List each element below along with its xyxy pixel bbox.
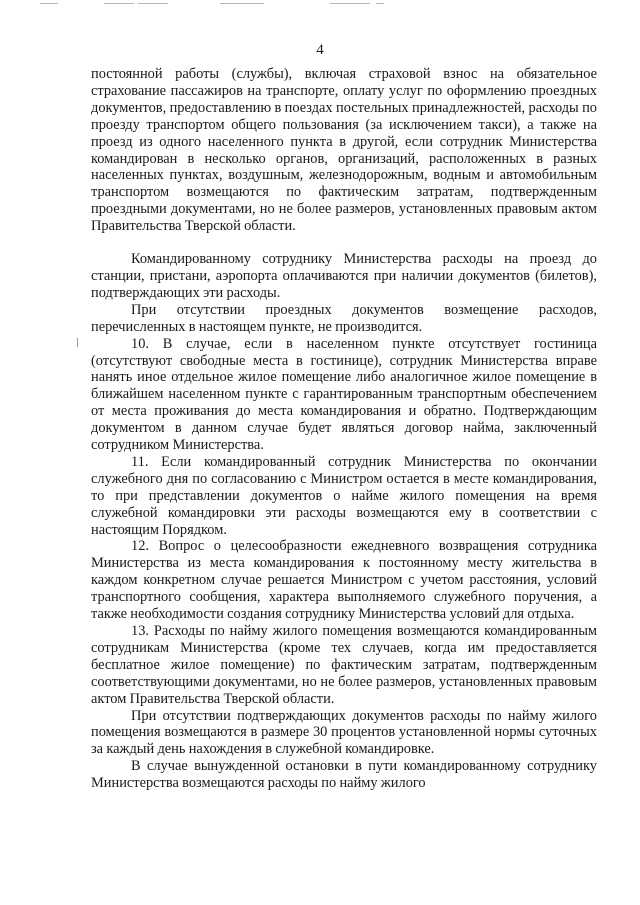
paragraph-no-supporting-documents: При отсутствии подтверждающих документов расходы по найму жилого помещения возмещаются в размере 30 процентов установленной нормы суточных за каждый день нахождения в служебной командировке. [91,707,597,758]
paragraph-continuation: постоянной работы (службы), включая страховой взнос на обязательное страхование пассажиров на транспорте, оплату услуг по оформлению проездных документов, предоставлению в поездах постельных принадлежностей, расходы по проезду транспортом общего пользования (за исключением такси), а также на проезд из одного населенного пункта в другой, если сотрудник Министерства командирован в несколько органов, организаций, расположенных в разных населенных пунктах, воздушным, железнодорожным, водным и автомобильным транспортом возмещаются по фактическим затратам, подтвержденным проездными документами, но не более размеров, установленных правовым актом Правительства Тверской области. [91,66,597,235]
paragraph-forced-stop: В случае вынужденной остановки в пути командированному сотруднику Министерства возмещаются расходы по найму жилого [91,758,597,792]
document-body [91,66,597,792]
paragraph-item-13: 13. Расходы по найму жилого помещения возмещаются командированным сотрудникам Министерства (кроме тех случаев, когда им предоставляется бесплатное жилое помещение) по фактическим затратам, подтвержденным соответствующими документами, но не более размеров, установленных правовым актом Правительства Тверской области. [91,623,597,707]
paragraph-no-travel-documents: При отсутствии проездных документов возмещение расходов, перечисленных в настоящем пункте, не производится. [91,301,597,335]
margin-scan-mark [77,338,78,347]
page-number: 4 [316,42,324,58]
paragraph-item-11: 11. Если командированный сотрудник Министерства по окончании служебного дня по согласованию с Министром остается в месте командирования, то при представлении документов о найме жилого помещения на время служебной командировки эти расходы возмещаются ему в соответствии с настоящим Порядком. [91,453,597,538]
paragraph-travel-to-station: Командированному сотруднику Министерства расходы на проезд до станции, пристани, аэропорта оплачиваются при наличии документов (билетов), подтверждающих эти расходы. [91,251,597,301]
paragraph-item-10: 10. В случае, если в населенном пункте отсутствует гостиница (отсутствуют свободные места в гостинице), сотрудник Министерства вправе нанять иное отдельное жилое помещение либо аналогичное жилое помещение в ближайшем населенном пункте с гарантированным транспортным обеспечением от места проживания до места командирования и обратно. Подтверждающим документом в данном случае будет являться договор найма, заключенный сотрудником Министерства. [91,335,597,454]
scan-artifact-marks [40,2,460,6]
paragraph-item-12: 12. Вопрос о целесообразности ежедневного возвращения сотрудника Министерства из места командирования к постоянному месту жительства в каждом конкретном случае решается Министром с учетом расстояния, условий транспортного сообщения, характера выполняемого служебного поручения, а также необходимости создания сотруднику Министерства условий для отдыха. [91,538,597,623]
